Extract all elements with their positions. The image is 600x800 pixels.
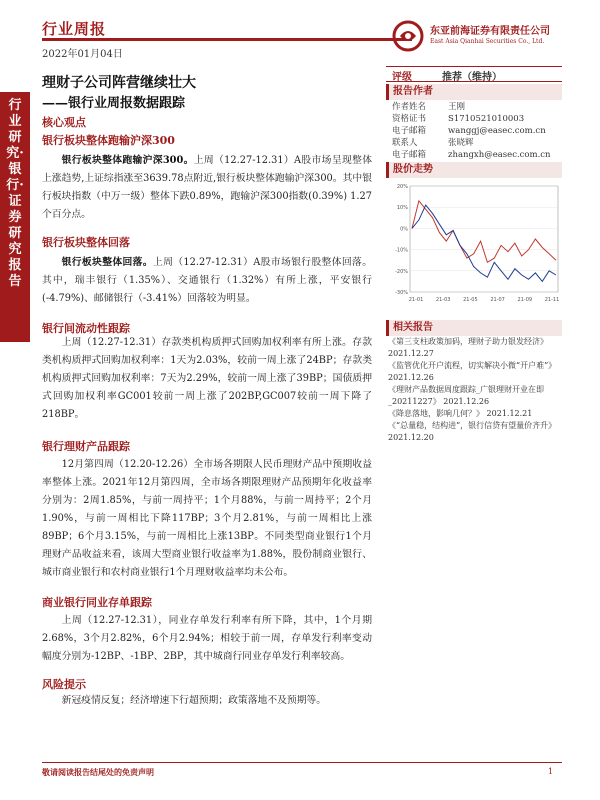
analyst-heading: 报告作者: [386, 84, 562, 100]
related-report-item: [388, 420, 566, 444]
x-tick-label: 21-05: [463, 297, 478, 303]
series-line-0: [412, 201, 556, 262]
y-tick-label: 20%: [396, 184, 408, 190]
logo-name-en: East Asia Qianhai Securities Co., Ltd.: [430, 38, 545, 45]
analyst-key: 电子邮箱: [392, 126, 427, 136]
y-tick-label: -10%: [395, 247, 408, 254]
side-category-label: 行业研究·银行·证券研究报告: [6, 98, 24, 289]
x-tick-label: 21-07: [490, 297, 505, 303]
risk-heading: 风险提示: [42, 678, 86, 691]
logo-name-cn: 东亚前海证券有限责任公司: [430, 26, 550, 37]
section-paragraph: 上周（12.27-12.31），同业存单发行利率有所下降，其中，1个月期2.68%，3个月2.82%，6个月2.94%；相较于前一周，存单发行利率变动幅度分别为-12BP、-1BP、2BP，其中城商行同业存单发行利率较高。: [42, 615, 372, 662]
analyst-key: 作者姓名: [392, 102, 427, 112]
x-tick-label: 21-03: [435, 297, 451, 303]
y-tick-label: 0%: [400, 226, 408, 233]
logo-emblem-icon: [392, 20, 424, 52]
analyst-value: 王刚: [448, 102, 466, 112]
series-line-1: [412, 205, 556, 281]
related-report-title: 《降息落地，影响几何？》: [388, 409, 484, 418]
x-tick-label: 21-01: [408, 297, 424, 303]
related-report-title: 《“总量稳，结构进”，银行信贷有望量价齐升》: [388, 421, 557, 430]
analyst-key: 电子邮箱: [392, 150, 427, 160]
analyst-row: [392, 136, 474, 148]
section-paragraph: [42, 254, 372, 308]
core-view-heading: 核心观点: [42, 116, 86, 129]
page-number: 1: [548, 767, 554, 776]
x-tick-label: 21-09: [517, 297, 533, 303]
y-tick-label: -20%: [395, 268, 408, 275]
y-tick-label: 10%: [396, 205, 408, 212]
related-report-item: [388, 336, 566, 360]
rating-value: 推荐（维持）: [442, 72, 502, 83]
section-paragraph: 12月第四周（12.20-12.26）全市场各期限人民币理财产品中预期收益率整体上涨。2021年12月第四周，全市场各期限理财产品预期年化收益率分别为：2周1.85%，与前一周持平；1个月88%，与前一周持平；2个月1.90%，与前一周相比下降117BP；3个月2.81%，与前一周相比上涨89BP；6个月3.15%，与前一周相比上涨13BP。不同类型商业银行1个月理财产品收益来看，该周大型商业银行收益率为1.88%，股份制商业银行、城市商业银行和农村商业银行1个月理财收益率均未公布。: [42, 459, 372, 578]
side-category-bar: [0, 92, 30, 342]
stock-trend-heading: 股价走势: [386, 162, 562, 178]
related-report-item: [388, 384, 566, 408]
disclaimer-note: 敬请阅读报告结尾处的免责声明: [42, 767, 154, 777]
section-lead: 银行板块整体回落。: [61, 257, 153, 268]
related-report-title: 《第三支柱政策加码，理财子助力银发经济》: [388, 337, 548, 346]
analyst-row: [392, 112, 524, 124]
related-report-date: 2021.12.26: [443, 397, 490, 406]
section-heading: 银行间流动性跟踪: [42, 322, 130, 335]
y-tick-label: -30%: [395, 290, 408, 296]
section-paragraph: [42, 152, 372, 224]
analyst-row: [392, 148, 551, 160]
analyst-value: 张晓辉: [448, 138, 474, 148]
header-divider: [42, 38, 412, 41]
related-report-date: 2021.12.26: [388, 373, 434, 382]
report-date: 2022年01月04日: [42, 49, 123, 60]
risk-paragraph: 新冠疫情反复；经济增速下行超预期；政策落地不及预期等。: [61, 695, 327, 706]
section-paragraph: 上周（12.27-12.31）存款类机构质押式回购加权利率有所上涨。存款类机构质押式回购加权利率：1天为2.03%，较前一周上涨了24BP；存款类机构质押式回购加权利率：7天为2.29%，较前一周上涨了39BP；国债质押式回购加权利率GC001较前一周上涨了202BP,GC007较前一周下降了218BP。: [42, 337, 372, 420]
analyst-value: wanggj@easec.com.cn: [448, 126, 546, 136]
report-type: 行业周报: [42, 20, 107, 38]
rating-box: [386, 66, 562, 82]
analyst-key: 联系人: [392, 138, 418, 148]
analyst-row: [392, 124, 546, 136]
stock-trend-chart: [388, 180, 562, 310]
related-report-title: 《监管优化开户流程，切实解决小微“开户难”》: [388, 361, 557, 370]
section-text: 上周（12.27-12.31）A股市场呈现整体上涨趋势,上证综指涨至3639.78点附近,银行板块整体跑输沪深300。其中银行板块指数（中万一级）整体下跌0.89%，跑输沪深300指数(0.39%) 1.27个百分点。: [42, 155, 372, 220]
footer-divider: [42, 762, 562, 763]
related-report-item: [388, 408, 566, 420]
related-reports-heading: 相关报告: [386, 320, 562, 336]
report-title: 理财子公司阵营继续壮大: [42, 75, 196, 91]
report-subtitle: ——银行业周报数据跟踪: [42, 96, 186, 111]
related-report-title: 《理财产品数据周度跟踪_广银理财开业在即_20211227》: [388, 385, 544, 406]
company-logo: [392, 18, 562, 52]
section-heading: 银行板块整体跑输沪深300: [42, 134, 175, 147]
rating-label: 评级: [392, 72, 412, 83]
section-lead: 银行板块整体跑输沪深300。: [61, 155, 194, 166]
section-heading: 商业银行同业存单跟踪: [42, 596, 152, 609]
analyst-key: 资格证书: [392, 114, 427, 124]
x-tick-label: 21-11: [544, 297, 560, 303]
related-report-date: 2021.12.20: [388, 433, 434, 442]
section-heading: 银行板块整体回落: [42, 236, 130, 249]
related-report-date: 2021.12.21: [486, 409, 533, 418]
related-report-item: [388, 360, 566, 384]
related-report-date: 2021.12.27: [388, 349, 434, 358]
analyst-value: S1710521010003: [448, 114, 525, 124]
analyst-row: [392, 100, 465, 112]
analyst-value: zhangxh@easec.com.cn: [448, 150, 551, 160]
section-text: 上周（12.27-12.31）A股市场银行股整体回落。其中，瑞丰银行（1.35%）、交通银行（1.32%）有所上涨，平安银行(-4.79%)、邮储银行（-3.41%）回落较为明显。: [42, 257, 372, 304]
section-heading: 银行理财产品跟踪: [42, 440, 130, 453]
